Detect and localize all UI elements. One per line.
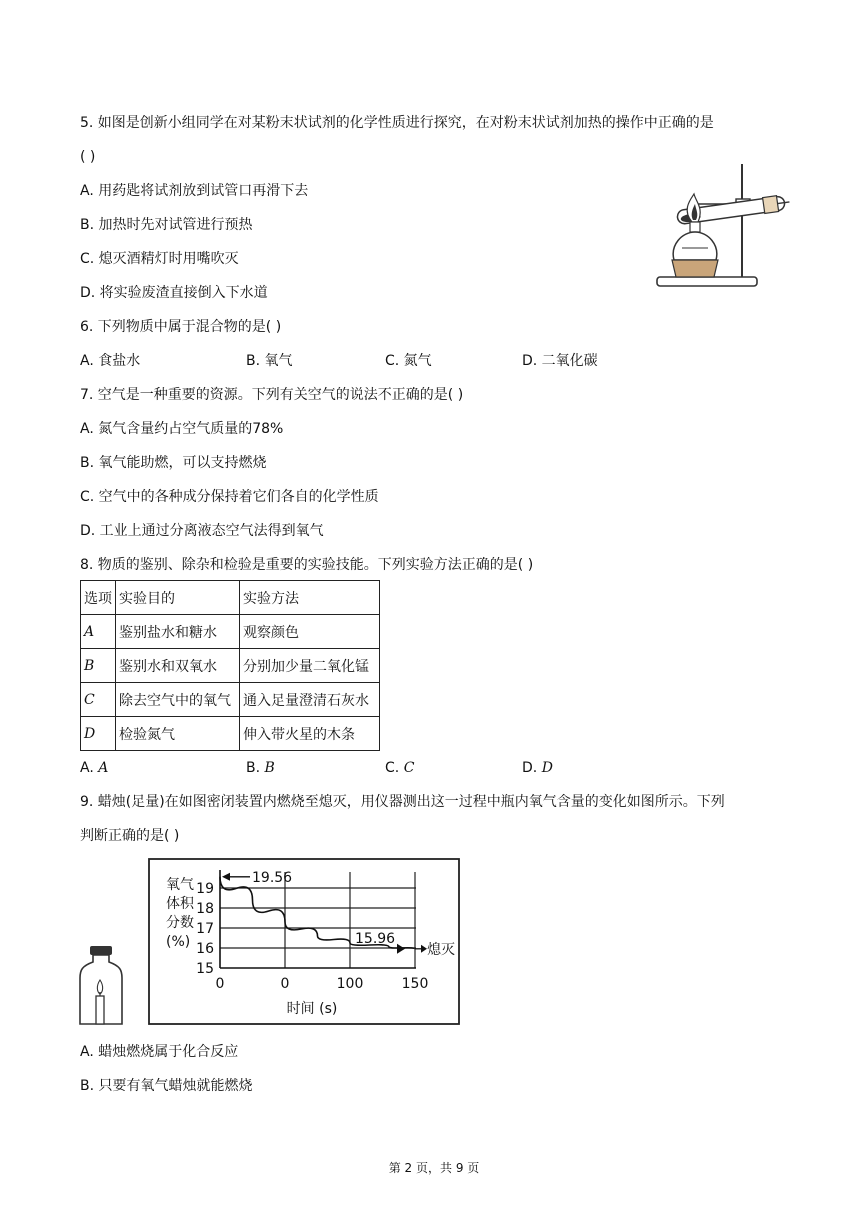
table-header-cell: 实验目的 (116, 581, 240, 615)
y-tick-label: 17 (196, 921, 214, 937)
option-prefix: D. (522, 760, 542, 776)
q8-stem: 8. 物质的鉴别、除杂和检验是重要的实验技能。下列实验方法正确的是( ) (80, 557, 534, 573)
q6-option-a: A. 食盐水 (80, 353, 141, 369)
y-tick-label: 15 (196, 961, 214, 977)
table-cell: 鉴别盐水和糖水 (116, 615, 240, 649)
q5-option-d: D. 将实验废渣直接倒入下水道 (80, 285, 268, 301)
q8-option-b (246, 758, 275, 778)
table-cell: 检验氮气 (116, 717, 240, 751)
table-cell: D (81, 717, 116, 751)
y-axis-label: (%) (166, 934, 191, 950)
option-prefix: B. (246, 760, 265, 776)
q6-option-c: C. 氮气 (385, 353, 432, 369)
page-footer: 第 2 页，共 9 页 (388, 1161, 480, 1175)
table-cell: 分别加少量二氧化锰 (240, 649, 380, 683)
y-tick-label: 19 (196, 881, 214, 897)
table-cell: 观察颜色 (240, 615, 380, 649)
option-prefix: A. (80, 760, 99, 776)
oxygen-chart (148, 858, 460, 1025)
extinguish-label: 熄灭 (427, 941, 455, 958)
q8-option-a (80, 758, 108, 778)
y-axis-label: 分数 (166, 915, 194, 931)
heating-apparatus-figure (652, 160, 792, 290)
q7-option-a: A. 氮气含量约占空气质量的78% (80, 421, 284, 437)
q8-option-c (385, 758, 414, 778)
x-axis-label: 时间 (s) (286, 1001, 338, 1017)
q5-stem: 5. 如图是创新小组同学在对某粉末状试剂的化学性质进行探究，在对粉末状试剂加热的操作中正确的是 (80, 115, 714, 131)
q9-stem-line2: 判断正确的是( ) (80, 828, 180, 844)
q7-option-c: C. 空气中的各种成分保持着它们各自的化学性质 (80, 489, 379, 505)
option-letter: A (98, 760, 109, 776)
q9-option-b: B. 只要有氧气蜡烛就能燃烧 (80, 1078, 253, 1094)
y-tick-label: 16 (196, 941, 214, 957)
option-letter: C (403, 760, 415, 776)
end-value-label: 15.96 (355, 930, 396, 947)
q8-table (80, 580, 380, 751)
table-cell: 通入足量澄清石灰水 (240, 683, 380, 717)
option-letter: D (541, 760, 553, 776)
table-header-cell: 选项 (81, 581, 116, 615)
option-letter: B (264, 760, 275, 776)
y-tick-label: 18 (196, 901, 214, 917)
table-cell: 鉴别水和双氧水 (116, 649, 240, 683)
q6-option-d: D. 二氧化碳 (522, 353, 598, 369)
x-tick-label: 0 (215, 976, 225, 992)
q7-stem: 7. 空气是一种重要的资源。下列有关空气的说法不正确的是( ) (80, 387, 464, 403)
q6-option-b: B. 氧气 (246, 353, 293, 369)
start-value-label: 19.56 (252, 869, 293, 886)
table-row (81, 615, 380, 649)
q7-option-d: D. 工业上通过分离液态空气法得到氧气 (80, 523, 324, 539)
option-prefix: C. (385, 760, 404, 776)
q5-option-b: B. 加热时先对试管进行预热 (80, 217, 253, 233)
q5-option-c: C. 熄灭酒精灯时用嘴吹灭 (80, 251, 239, 267)
table-row (81, 649, 380, 683)
x-tick-label: 100 (336, 976, 364, 992)
y-axis-label: 氧气 (166, 877, 194, 893)
q6-stem: 6. 下列物质中属于混合物的是( ) (80, 319, 282, 335)
q7-option-b: B. 氧气能助燃，可以支持燃烧 (80, 455, 267, 471)
candle-bottle-figure (78, 944, 126, 1026)
table-header-row (81, 581, 380, 615)
table-header-cell: 实验方法 (240, 581, 380, 615)
y-axis-label: 体积 (166, 896, 194, 912)
q5-blank: ( ) (80, 149, 96, 165)
table-cell: 除去空气中的氧气 (116, 683, 240, 717)
table-cell: 伸入带火星的木条 (240, 717, 380, 751)
q5-option-a: A. 用药匙将试剂放到试管口再滑下去 (80, 183, 309, 199)
table-cell: B (81, 649, 116, 683)
x-tick-label: 150 (401, 976, 429, 992)
q9-option-a: A. 蜡烛燃烧属于化合反应 (80, 1044, 239, 1060)
q9-stem-line1: 9. 蜡烛(足量)在如图密闭装置内燃烧至熄灭，用仪器测出这一过程中瓶内氧气含量的变化如图所示。下列 (80, 794, 725, 810)
table-cell: C (81, 683, 116, 717)
table-cell: A (81, 615, 116, 649)
x-tick-label: 0 (280, 976, 290, 992)
table-row (81, 717, 380, 751)
table-row (81, 683, 380, 717)
q8-option-d (522, 758, 553, 778)
